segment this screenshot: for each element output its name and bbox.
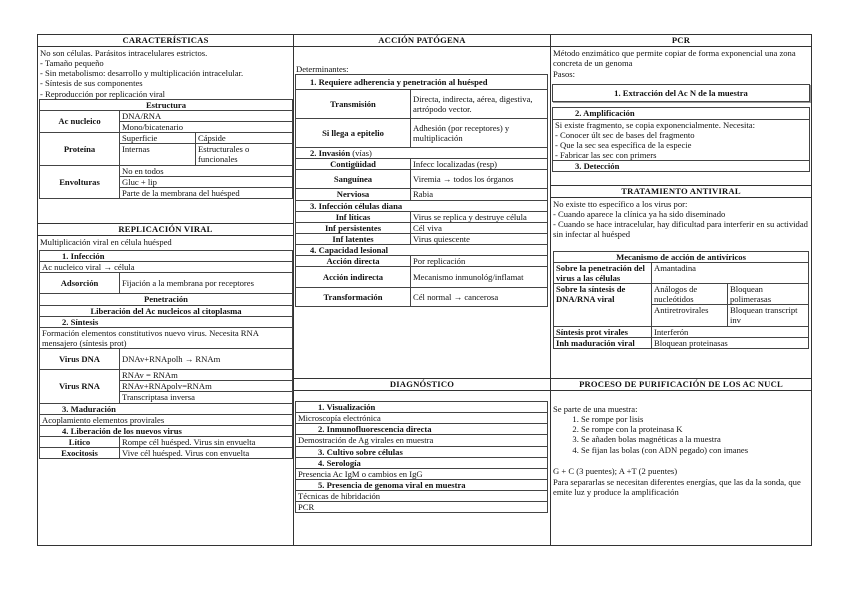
text-line: - Cuando aparece la clínica ya ha sido diseminado [553,209,726,220]
mecanismo-table [553,251,809,349]
list-item: 2. Se rompe con la proteinasa K [581,424,811,434]
cell: Virus se replica y destruye célula [411,211,548,222]
contiguidad-label: Contigüidad [296,159,411,170]
transmision-label: Transmisión [296,90,411,119]
epitelio-label: Si llega a epitelio [296,119,411,148]
purificacion-section [551,378,811,497]
mecanismo-title: Mecanismo de acción de antivíricos [554,251,809,262]
text-line: - Síntesis de sus componentes [40,78,143,89]
cell: Técnicas de hibridación [296,491,548,502]
inf-liticas-label: Inf líticas [296,211,411,222]
replicacion-section [38,223,293,459]
pcr-section [551,35,811,172]
cell: Demostración de Ag virales en muestra [296,435,548,446]
invasion-label: 2. Invasión [310,148,351,159]
cell: Vive cél huésped. Virus con envuelta [120,448,293,459]
cell: RNAv = RNAm [120,370,293,381]
accion-patogena-title: ACCIÓN PATÓGENA [294,35,550,47]
accion-directa-label: Acción directa [296,256,411,267]
replicacion-title: REPLICACIÓN VIRAL [38,223,293,236]
inf-latentes-label: Inf latentes [296,233,411,244]
pcr-step-3: 3. Detección [552,161,810,172]
penetracion-label: Sobre la penetración del virus a las células [554,262,652,283]
text-line: - Cuando se hace intracelular, hay dificultad para interferir en su actividad sin infectar al huésped [553,219,808,240]
cheat-sheet [37,34,812,546]
estructura-table [39,99,293,199]
cell: Formación elementos constitutivos nuevo virus. Necesita RNA mensajero (síntesis prot) [40,327,293,348]
determinantes-label: Determinantes: [296,64,349,74]
cell: Superficie [120,133,196,144]
diagnostico-title: DIAGNÓSTICO [294,378,550,391]
cell: Virus quiescente [411,233,548,244]
list-item: 4. Se fijan las bolas (con ADN pegado) con imanes [581,445,811,455]
transformacion-label: Transformación [296,288,411,307]
cell: RNAv+RNApolv=RNAm [120,381,293,392]
virus-rna-label: Virus RNA [40,370,120,403]
cell: Cél viva [411,222,548,233]
cell: Antiretrovirales [652,305,728,326]
proteina-label: Proteína [40,133,120,165]
determinante-4: 4. Capacidad lesional [296,245,548,256]
cell: Cél normal → cancerosa [411,288,548,307]
replicacion-table [39,250,293,459]
determinante-2 [296,148,548,159]
purificacion-steps [551,414,811,455]
sintesis-prot-label: Síntesis prot virales [554,326,652,337]
envolturas-label: Envolturas [40,165,120,198]
cell: Viremia → todos los órganos [411,170,548,189]
text-line: - Reproducción por replicación viral [40,88,166,99]
cell: Rabia [411,189,548,200]
column-2 [294,35,551,545]
determinante-3: 3. Infección células diana [296,200,548,211]
cell: Transcriptasa inversa [120,392,293,403]
column-1 [38,35,294,545]
caracteristicas-text [38,47,293,99]
diagnostico-table [295,401,548,513]
cell: PCR [296,502,548,513]
cell: Acoplamiento elementos provirales [40,414,293,425]
cell: Bloquean polimerasas [728,283,809,304]
diagnostico-step-2: 2. Inmunofluorescencia directa [296,424,548,435]
diagnostico-step-1: 1. Visualización [296,402,548,413]
vias-label: (vías) [350,148,372,159]
cell: DNAv+RNApolh → RNAm [120,349,293,370]
replicacion-intro: Multiplicación viral en célula huésped [40,237,172,247]
step-infeccion: 1. Infección [40,251,293,262]
tratamiento-section [551,185,811,349]
pcr-steps [552,84,810,172]
text-line: No son células. Parásitos intracelulares estrictos. [40,48,208,58]
pcr-step-1: 1. Extracción del Ac N de la muestra [552,84,810,102]
text-line: - Fabricar las sec con primers [555,149,657,160]
ac-nucleico-label: Ac nucleico [40,110,120,132]
exocitosis-label: Exocitosis [40,448,120,459]
accion-indirecta-label: Acción indirecta [296,267,411,288]
diagnostico-step-3: 3. Cultivo sobre células [296,446,548,457]
list-item: 3. Se añaden bolas magnéticas a la muestra [581,434,811,444]
bases-line: G + C (3 puentes); A +T (2 puentes) [553,465,678,476]
cell: Análogos de nucleótidos [652,283,728,304]
sintesis-label: Sobre la síntesis de DNA/RNA viral [554,283,652,326]
cell: Mono/bicatenario [120,121,293,132]
list-item: 1. Se rompe por lisis [581,414,811,424]
cell: Por replicación [411,256,548,267]
step-sintesis: 2. Síntesis [40,316,293,327]
liberacion-ac-label: Liberación del Ac nucleicos al citoplasma [40,305,293,316]
penetracion-label: Penetración [40,294,293,305]
purificacion-intro: Se parte de una muestra: [553,404,638,414]
adsorcion-label: Adsorción [40,273,120,294]
text-line: - Conocer últ sec de bases del fragmento [555,129,695,140]
cell: Adhesión (por receptores) y multiplicación [411,119,548,148]
tratamiento-text [551,198,811,240]
caracteristicas-title: CARACTERÍSTICAS [38,35,293,47]
cell: No en todos [120,165,293,176]
accion-patogena-section [294,35,550,307]
cell: Mecanismo inmunológ/inflamat [411,267,548,288]
step-maduracion: 3. Maduración [40,403,293,414]
sanguinea-label: Sanguínea [296,170,411,189]
pcr-step-2: 2. Amplificación [552,107,810,119]
text-line: - Que la sec sea específica de la especie [555,139,692,150]
purificacion-title: PROCESO DE PURIFICACIÓN DE LOS AC NUCL [551,378,811,391]
determinante-1: 1. Requiere adherencia y penetración al huésped [296,75,548,90]
text-line: - Sin metabolismo: desarrollo y multiplicación intracelular. [40,68,244,79]
cell: Cápside [196,133,293,144]
cell: Ac nucleico viral → célula [40,262,293,273]
cell: Fijación a la membrana por receptores [120,273,293,294]
inf-persistentes-label: Inf persistentes [296,222,411,233]
inh-maduracion-label: Inh maduración viral [554,337,652,348]
pasos-label: Pasos: [553,69,575,80]
virus-dna-label: Virus DNA [40,349,120,370]
cell: Bloquean transcript inv [728,305,809,326]
text-line: - Tamaño pequeño [40,58,104,69]
litico-label: Lítico [40,436,120,447]
diagnostico-step-4: 4. Serología [296,457,548,468]
tratamiento-title: TRATAMIENTO ANTIVIRAL [551,185,811,198]
cell: Gluc + lip [120,176,293,187]
cell: Parte de la membrana del huésped [120,187,293,198]
cell: Estructurales o funcionales [196,144,293,165]
step-liberacion: 4. Liberación de los nuevos virus [40,425,293,436]
cell: Directa, indirecta, aérea, digestiva, artrópodo vector. [411,90,548,119]
cell: Presencia Ac IgM o cambios en IgG [296,468,548,479]
cell: Internas [120,144,196,165]
nerviosa-label: Nerviosa [296,189,411,200]
cell: DNA/RNA [120,110,293,121]
diagnostico-section [294,378,550,513]
separacion-text: Para separarlas se necesitan diferentes energías, que las da la sonda, que emite luz y produce la amplificación [553,476,801,497]
cell: Rompe cél huésped. Virus sin envuelta [120,436,293,447]
text-line: Si existe fragmento, se copia exponencialmente. Necesita: [555,119,755,130]
cell: Amantadina [652,262,809,283]
amplificacion-text [552,120,810,162]
cell: Bloquean proteinasas [652,337,809,348]
cell: Infecc localizadas (resp) [411,159,548,170]
pcr-intro: Método enzimático que permite copiar de forma exponencial una zona concreta de un genoma [553,48,796,69]
caracteristicas-section [38,35,293,199]
accion-table [295,74,548,307]
column-3 [551,35,811,545]
cell: Microscopía electrónica [296,413,548,424]
diagnostico-step-5: 5. Presencia de genoma viral en muestra [296,479,548,490]
estructura-title: Estructura [40,99,293,110]
text-line: No existe tto específico a los virus por: [553,199,688,209]
pcr-title: PCR [551,35,811,47]
cell: Interferón [652,326,809,337]
